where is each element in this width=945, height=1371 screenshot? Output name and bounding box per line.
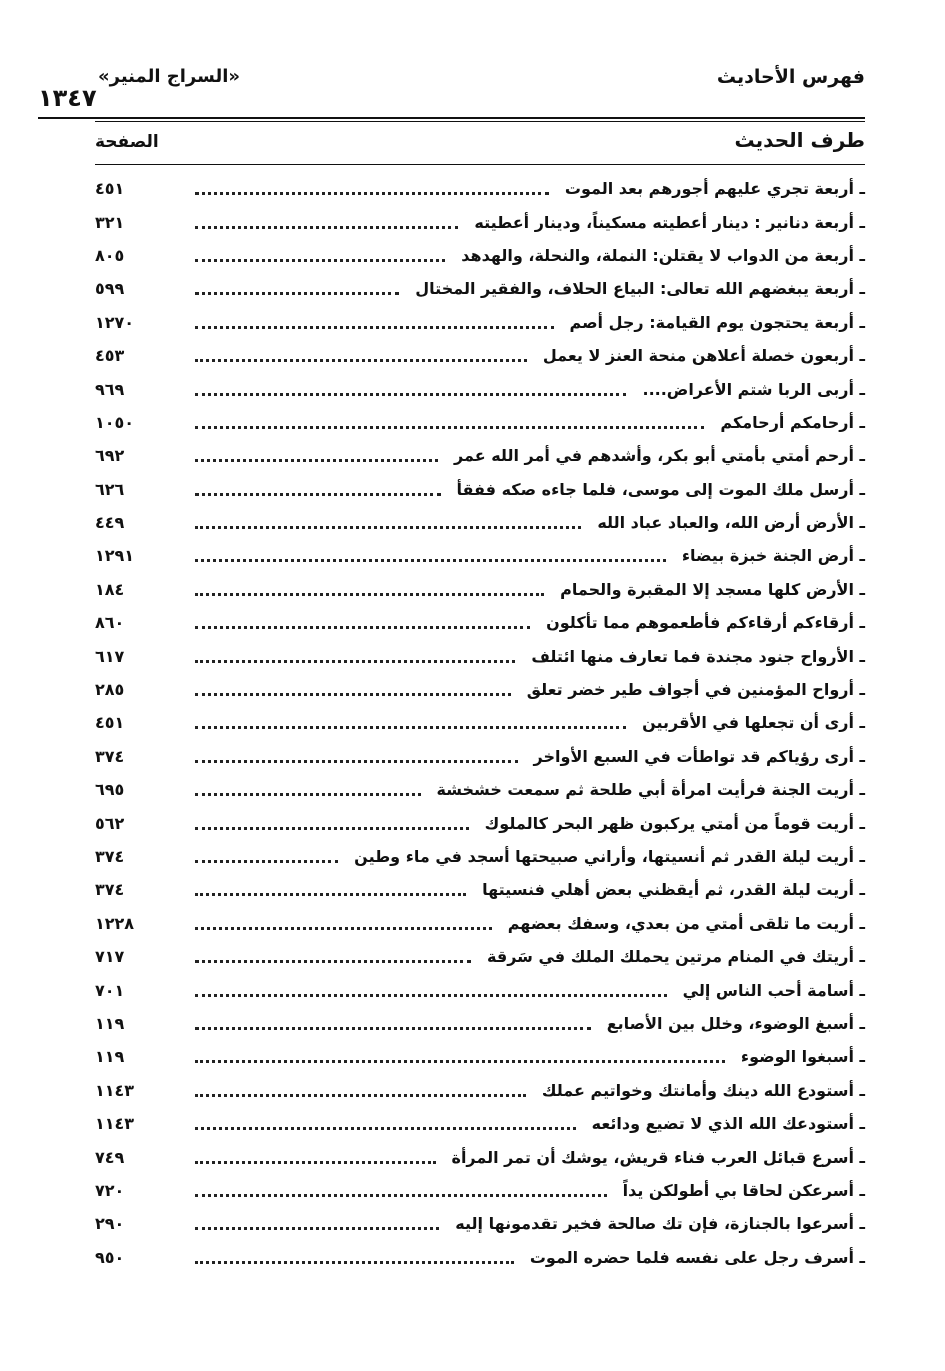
dot-leader	[195, 817, 469, 830]
entry-page-number: ١٨٤	[95, 579, 125, 599]
dot-leader	[195, 883, 466, 896]
entry-page-number: ٦٩٥	[95, 780, 125, 800]
column-header-rule	[95, 164, 865, 165]
entry-page-number: ١٢٧٠	[95, 312, 135, 332]
entry-page-number: ٧٠١	[95, 980, 125, 1000]
entry-page-number: ٤٥١	[95, 179, 125, 199]
entry-text: ـ أرض الجنة خبزة بيضاء	[681, 546, 865, 566]
header-rule	[38, 117, 865, 119]
entry-text: ـ الأرواح جنود مجندة فما تعارف منها ائتلف	[531, 646, 865, 666]
entry-text: ـ أريت ليلة القدر ثم أنسيتها، وأراني صبيحتها أسجد في ماء وطين	[354, 847, 865, 866]
dot-leader	[195, 650, 515, 663]
entry-text: ـ أسرعوا بالجنازة، فإن تك صالحة فخير تقدمونها إليه	[455, 1214, 865, 1234]
dot-leader	[195, 383, 626, 396]
dot-leader	[195, 616, 530, 629]
entry-page-number: ٣٢١	[95, 212, 125, 232]
entry-page-number: ٧١٧	[95, 947, 125, 967]
entry-page-number: ١١٩	[95, 1047, 125, 1067]
dot-leader	[195, 182, 549, 195]
entry-text: ـ أريت قوماً من أمتي يركبون ظهر البحر كالملوك	[484, 813, 865, 833]
index-entry	[95, 372, 865, 405]
index-entry	[95, 1107, 865, 1140]
dot-leader	[195, 516, 581, 529]
entry-text: ـ أرسل ملك الموت إلى موسى، فلما جاءه صكه ففقأ	[456, 479, 865, 499]
index-entry	[95, 1241, 865, 1274]
index-entry	[95, 439, 865, 472]
dot-leader	[195, 249, 445, 262]
entry-text: ـ أسرع قبائل العرب فناء قريش، يوشك أن تمر المرأة	[451, 1147, 865, 1167]
hadith-index-list	[95, 172, 865, 1274]
entry-text: ـ أرحامكم أرحامكم	[720, 412, 865, 432]
entry-text: ـ أرى أن تجعلها في الأقربين	[642, 713, 865, 733]
entry-text: ـ أربعة يبغضهم الله تعالى: البياع الحلاف، والفقير المختال	[415, 279, 865, 299]
entry-text: ـ أسامة أحب الناس إلي	[682, 980, 865, 1000]
entry-text: ـ الأرض أرض الله، والعباد عباد الله	[597, 513, 865, 533]
entry-page-number: ١١٤٣	[95, 1080, 135, 1100]
book-title: «السراج المنير»	[98, 66, 240, 87]
dot-leader	[195, 716, 626, 729]
entry-page-number: ٦٩٢	[95, 446, 125, 466]
index-entry	[95, 673, 865, 706]
dot-leader	[195, 316, 554, 329]
entry-page-number: ٣٧٤	[95, 880, 125, 900]
dot-leader	[195, 1050, 725, 1063]
column-header-hadith: طرف الحديث	[734, 128, 865, 152]
header-rule-thin	[95, 121, 865, 122]
index-entry	[95, 1007, 865, 1040]
column-header-page: الصفحة	[95, 132, 159, 152]
entry-page-number: ٢٨٥	[95, 680, 125, 700]
entry-page-number: ٦١٧	[95, 646, 125, 666]
entry-page-number: ٨٦٠	[95, 613, 125, 633]
entry-text: ـ أربعون خصلة أعلاهن منحة العنز لا يعمل	[542, 346, 865, 366]
index-entry	[95, 873, 865, 906]
index-entry	[95, 506, 865, 539]
dot-leader	[195, 1117, 576, 1130]
dot-leader	[195, 449, 438, 462]
index-title: فهرس الأحاديث	[716, 66, 865, 88]
dot-leader	[195, 750, 518, 763]
index-entry	[95, 840, 865, 873]
dot-leader	[195, 1251, 514, 1264]
index-entry	[95, 406, 865, 439]
entry-text: ـ أستودع الله دينك وأمانتك وخواتيم عملك	[541, 1080, 865, 1100]
entry-page-number: ٩٥٠	[95, 1247, 125, 1267]
index-entry	[95, 706, 865, 739]
entry-page-number: ١٢٢٨	[95, 913, 135, 933]
entry-text: ـ أسرف رجل على نفسه فلما حضره الموت	[529, 1247, 865, 1267]
entry-text: ـ أسبغوا الوضوء	[740, 1047, 865, 1067]
dot-leader	[195, 1151, 436, 1164]
index-entry	[95, 639, 865, 672]
entry-text: ـ الأرض كلها مسجد إلا المقبرة والحمام	[560, 579, 865, 599]
index-entry	[95, 606, 865, 639]
entry-page-number: ١٠٥٠	[95, 412, 135, 432]
entry-text: ـ أسبغ الوضوء، وخلل بين الأصابع	[606, 1013, 865, 1033]
entry-page-number: ٥٩٩	[95, 279, 125, 299]
entry-page-number: ١٢٩١	[95, 546, 135, 566]
dot-leader	[195, 282, 399, 295]
entry-text: ـ أريت ما تلقى أمتي من بعدي، وسفك بعضهم	[507, 913, 865, 933]
entry-page-number: ١١٤٣	[95, 1114, 135, 1134]
dot-leader	[195, 1217, 439, 1230]
dot-leader	[195, 783, 421, 796]
index-entry	[95, 1174, 865, 1207]
index-entry	[95, 272, 865, 305]
entry-text: ـ أربعة دنانير : دينار أعطيته مسكيناً، ودينار أعطيته	[474, 212, 865, 232]
index-entry	[95, 1074, 865, 1107]
entry-text: ـ أسرعكن لحاقا بي أطولكن يداً	[622, 1180, 865, 1200]
dot-leader	[195, 850, 338, 863]
dot-leader	[195, 1084, 526, 1097]
entry-page-number: ٤٥٣	[95, 346, 125, 366]
entry-page-number: ٧٤٩	[95, 1147, 125, 1167]
dot-leader	[195, 483, 441, 496]
entry-page-number: ٦٢٦	[95, 479, 125, 499]
entry-text: ـ أرى رؤياكم قد تواطأت في السبع الأواخر	[533, 746, 865, 766]
entry-text: ـ أرواح المؤمنين في أجواف طير خضر تعلق	[526, 680, 865, 700]
entry-text: ـ أريت الجنة فرأيت امرأة أبي طلحة ثم سمعت خشخشة	[436, 780, 865, 800]
index-entry	[95, 773, 865, 806]
entry-page-number: ٨٠٥	[95, 245, 125, 265]
index-entry	[95, 473, 865, 506]
entry-text: ـ أربعة يحتجون يوم القيامة: رجل أصم	[569, 312, 865, 332]
index-entry	[95, 1140, 865, 1173]
entry-text: ـ أريت ليلة القدر، ثم أيقظني بعض أهلي فنسيتها	[482, 880, 865, 900]
page-number: ١٣٤٧	[38, 84, 97, 112]
dot-leader	[195, 1017, 591, 1030]
entry-text: ـ أرقاءكم أرقاءكم فأطعموهم مما تأكلون	[546, 613, 865, 633]
entry-text: ـ أربعة تجري عليهم أجورهم بعد الموت	[564, 179, 865, 199]
entry-page-number: ٩٦٩	[95, 379, 125, 399]
index-entry	[95, 907, 865, 940]
index-entry	[95, 973, 865, 1006]
index-entry	[95, 239, 865, 272]
index-entry	[95, 205, 865, 238]
dot-leader	[195, 549, 666, 562]
entry-page-number: ٢٩٠	[95, 1214, 125, 1234]
entry-page-number: ١١٩	[95, 1013, 125, 1033]
dot-leader	[195, 216, 458, 229]
index-entry	[95, 940, 865, 973]
index-entry	[95, 539, 865, 572]
entry-text: ـ أربى الربا شتم الأعراض....	[642, 379, 865, 399]
running-header	[38, 62, 865, 120]
entry-page-number: ٣٧٤	[95, 746, 125, 766]
dot-leader	[195, 683, 511, 696]
entry-page-number: ٤٤٩	[95, 513, 125, 533]
dot-leader	[195, 1184, 607, 1197]
dot-leader	[195, 917, 492, 930]
dot-leader	[195, 349, 527, 362]
index-entry	[95, 1207, 865, 1240]
index-entry	[95, 806, 865, 839]
column-headers	[95, 128, 865, 164]
dot-leader	[195, 583, 544, 596]
index-entry	[95, 573, 865, 606]
dot-leader	[195, 416, 704, 429]
entry-page-number: ٣٧٤	[95, 847, 125, 866]
index-entry	[95, 1040, 865, 1073]
dot-leader	[195, 950, 471, 963]
entry-text: ـ أربعة من الدواب لا يقتلن: النملة، والنحلة، والهدهد	[461, 245, 865, 265]
entry-page-number: ٤٥١	[95, 713, 125, 733]
index-entry	[95, 172, 865, 205]
entry-text: ـ أرحم أمتي بأمتي أبو بكر، وأشدهم في أمر الله عمر	[454, 446, 865, 466]
index-entry	[95, 339, 865, 372]
index-entry	[95, 306, 865, 339]
entry-text: ـ أستودعك الله الذي لا تضيع ودائعه	[591, 1114, 865, 1134]
entry-text: ـ أريتك في المنام مرتين يحملك الملك في سَرقة	[487, 947, 865, 967]
dot-leader	[195, 984, 667, 997]
entry-page-number: ٧٢٠	[95, 1180, 125, 1200]
entry-page-number: ٥٦٢	[95, 813, 125, 833]
index-entry	[95, 740, 865, 773]
